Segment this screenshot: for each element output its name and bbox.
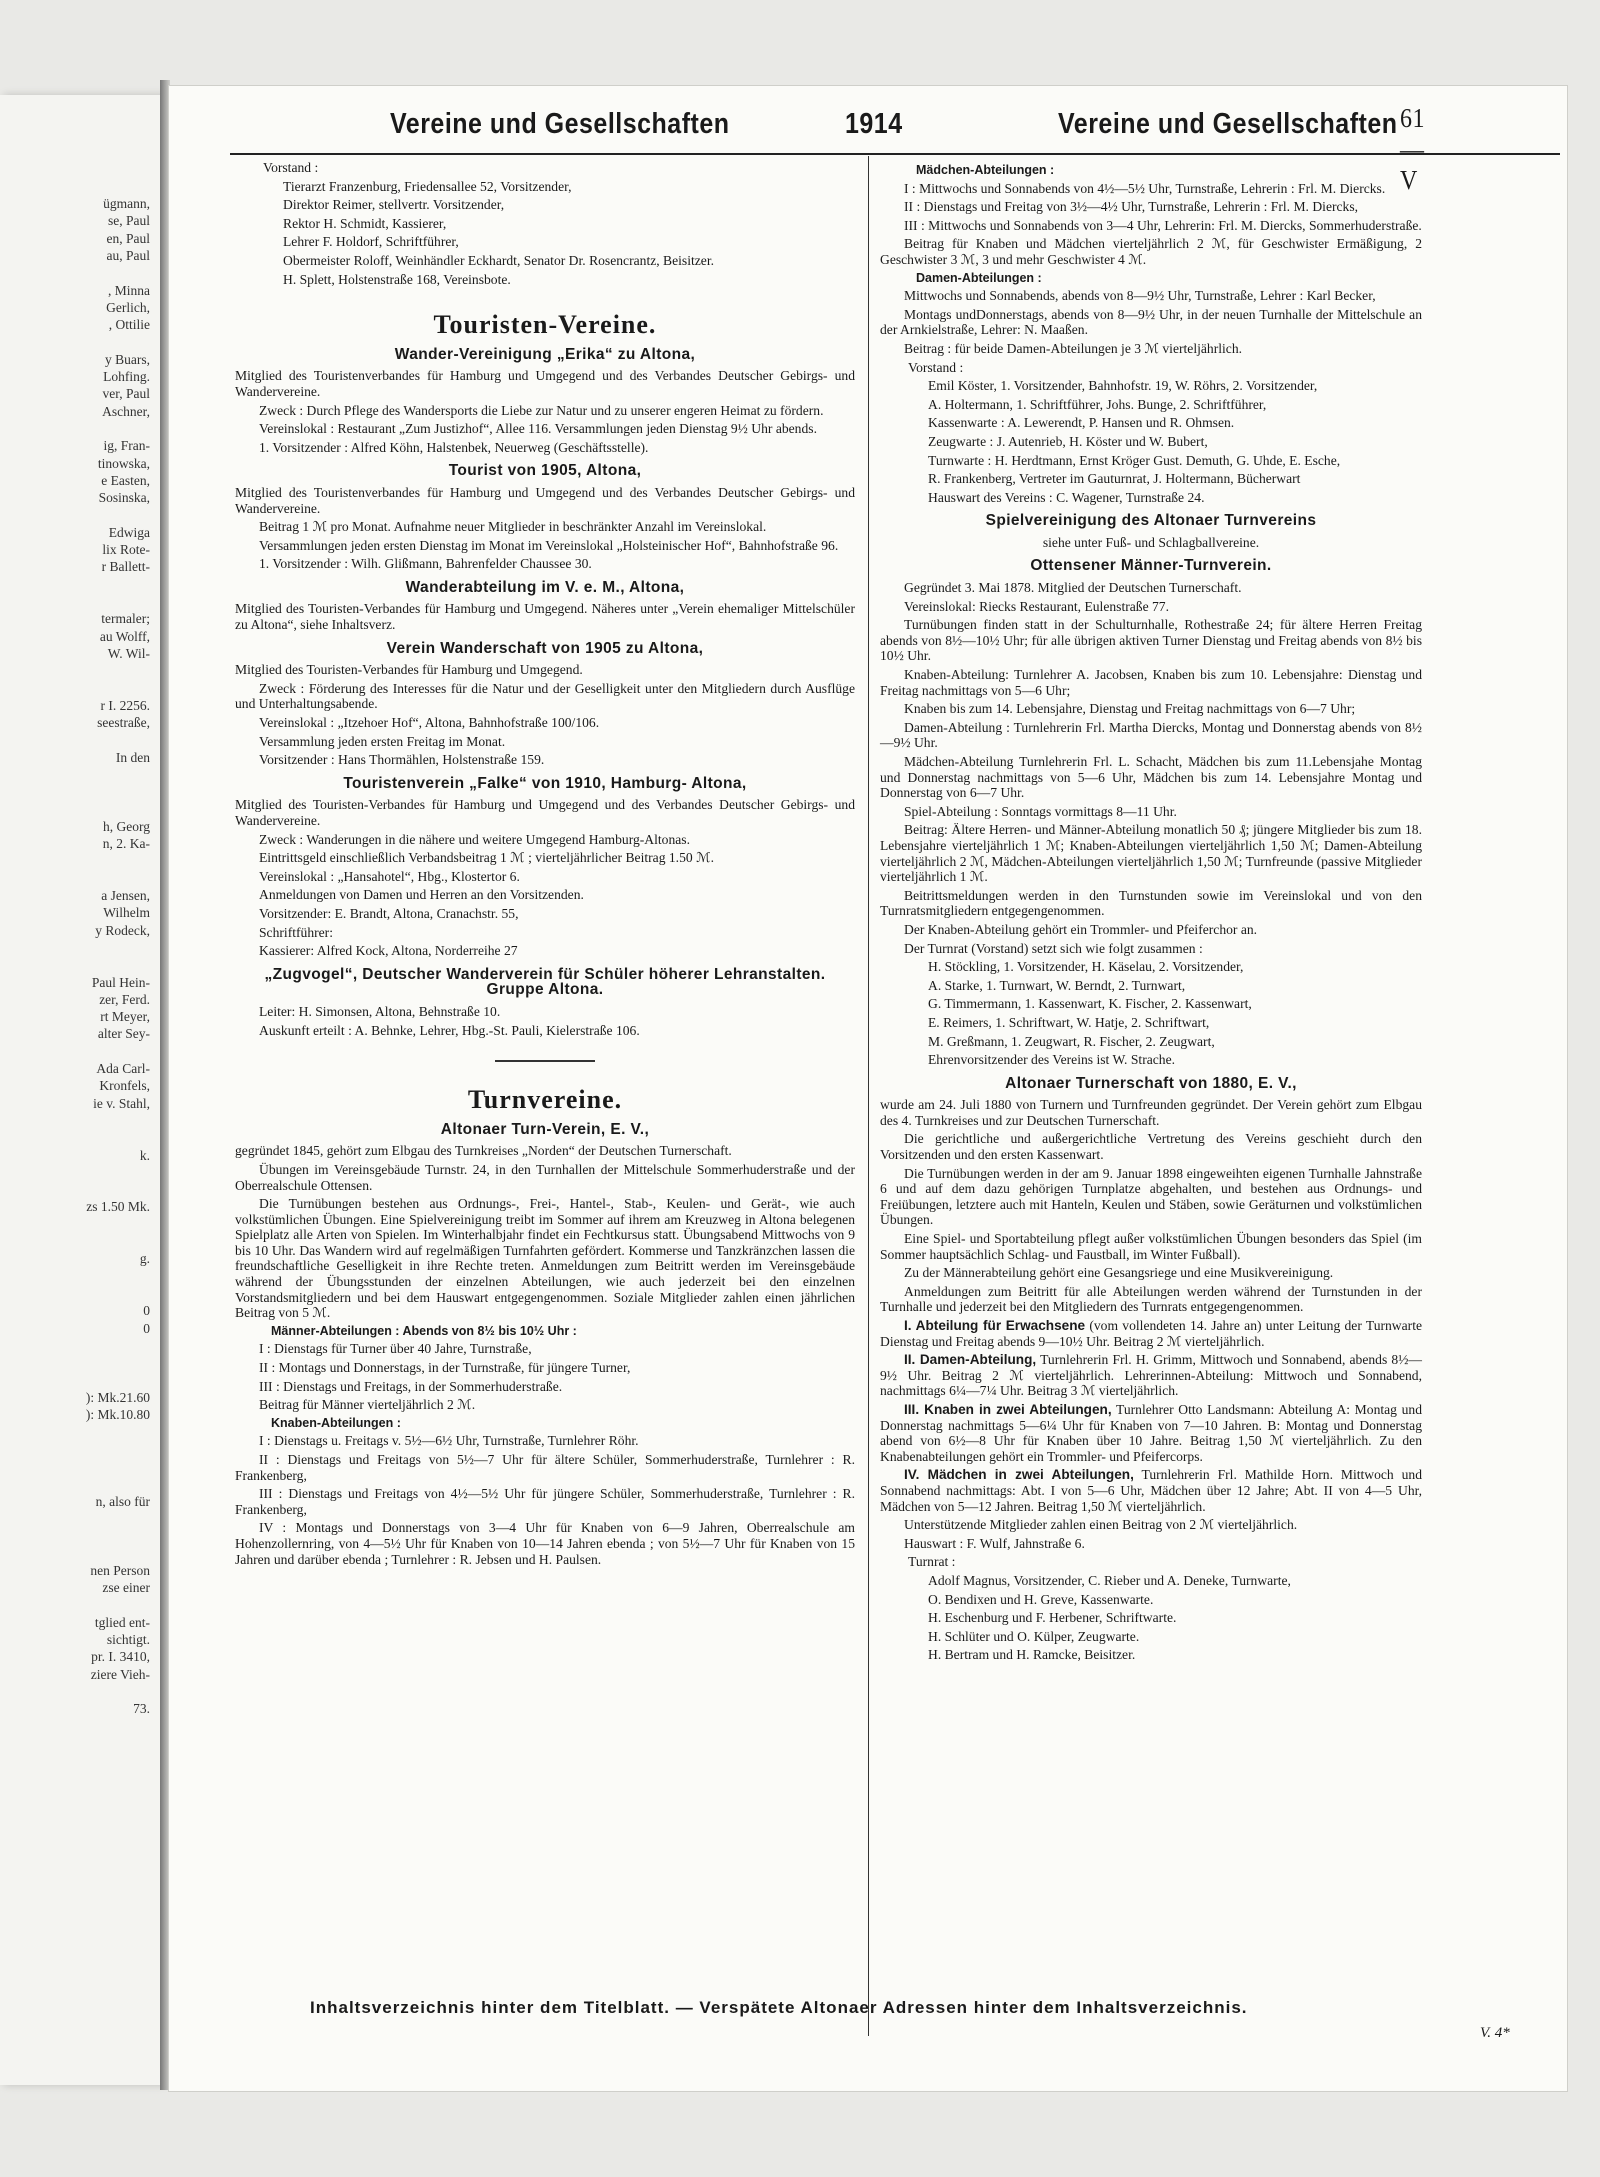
signature-mark: V. 4* [1480, 2025, 1510, 2041]
subheading-maedchen: Mädchen-Abteilungen : [916, 163, 1055, 177]
paragraph: Übungen im Vereinsgebäude Turnstr. 24, in den Turnhallen der Mittelschule Sommerhuderstraße und der Oberrealschule Ottensen. [235, 1161, 855, 1193]
adjacent-page-text: ügmann, [103, 196, 150, 211]
club-title-erika: Wander-Vereinigung „Erika“ zu Altona, [394, 345, 696, 363]
adjacent-page-text: e Easten, [101, 472, 150, 488]
adjacent-page-text: rt Meyer, [100, 1009, 150, 1025]
text-line: M. Greßmann, 1. Zeugwart, R. Fischer, 2. Zeugwart, [928, 1033, 1215, 1049]
abteilung-label: II. Damen-Abteilung, [904, 1352, 1037, 1368]
adjacent-page-text: h, Georg [103, 818, 150, 834]
paragraph: Hauswart : F. Wulf, Jahnstraße 6. [904, 1535, 1085, 1551]
paragraph: I : Mittwochs und Sonnabends von 4½—5½ Uhr, Turnstraße, Lehrerin : Frl. M. Diercks. [904, 180, 1386, 196]
paragraph: Mittwochs und Sonnabends, abends von 8—9½ Uhr, Turnstraße, Lehrer : Karl Becker, [904, 288, 1376, 304]
adjacent-page-text: au, Paul [106, 247, 150, 263]
paragraph: wurde am 24. Juli 1880 von Turnern und Turnfreunden gegründet. Der Verein gehört zum Elbgau des 4. Turnkreises und zur Deutschen Turnerschaft. [880, 1097, 1422, 1128]
paragraph: Vereinslokal : „Hansahotel“, Hbg., Klostertor 6. [259, 868, 520, 884]
paragraph: Mitglied des Touristen-Verbandes für Hamburg und Umgegend und des Verbandes Deutscher Gebirgs- und Wandervereine. [235, 797, 855, 828]
paragraph: Beitrag für Knaben und Mädchen vierteljährlich 2 ℳ, für Geschwister Ermäßigung, 2 Geschwister 3 ℳ, 3 und mehr Geschwister 4 ℳ. [880, 236, 1422, 267]
paragraph: Anmeldungen von Damen und Herren an den Vorsitzenden. [259, 887, 584, 903]
adjacent-page-text: W. Wil- [107, 645, 150, 661]
text-line: Ehrenvorsitzender des Vereins ist W. Strache. [928, 1052, 1176, 1068]
text-line: H. Eschenburg und F. Herbener, Schriftwarte. [928, 1610, 1177, 1626]
abteilung-label: III. Knaben in zwei Abteilungen, [904, 1401, 1112, 1417]
paragraph: Anmeldungen zum Beitritt für alle Abteilungen werden während der Turnstunden in der Turnhalle und jederzeit bei den Mitgliedern des Turnrats entgegengenommen. [880, 1283, 1422, 1315]
adjacent-page-text: tglied ent- [94, 1614, 150, 1630]
adjacent-page-text: Lohfing. [103, 369, 150, 384]
paragraph: Gegründet 3. Mai 1878. Mitglied der Deutschen Turnerschaft. [904, 580, 1242, 596]
paragraph: II : Dienstags und Freitags von 5½—7 Uhr für ältere Schüler, Sommerhuderstraße, Turnlehrer : R. Frankenberg, [235, 1452, 855, 1483]
club-title-altonaer-turnerschaft: Altonaer Turnerschaft von 1880, E. V., [1005, 1074, 1297, 1092]
adjacent-page-text: pr. I. 3410, [91, 1649, 150, 1665]
adjacent-page-text: ): Mk.21.60 [85, 1389, 150, 1405]
column-divider [868, 156, 869, 2036]
paragraph: Die Turnübungen bestehen aus Ordnungs-, Frei-, Hantel-, Stab-, Keulen- und Gerät-, wie auch volkstümlichen Übungen. Eine Spielvereinigung treibt im Sommer auf ihrem am Kreuzweg in Altona belegenen Spielplatz alle Arten von Spielen. Im Winterhalbjahr findet ein Fechtkursus statt. Übungsabend Mittwochs von 9 bis 10 Uhr. Das Wandern wird auf regelmäßigen Turnfahrten gefördert. Kommerse und Tanzkränzchen lassen die freundschaftliche Geselligkeit in ihre Rechte treten. Anmeldungen zum Beitritt werden im Vereinsgebäude während der Übungsstunden der einzelnen Abteilungen, wie auch jederzeit bei den einzelnen Vorstandsmitgliedern und bei dem Hauswart entgegengenommen. Soziale Mitglieder zahlen einen jährlichen Beitrag von 5 ℳ. [235, 1196, 855, 1321]
adjacent-page-text: 0 [143, 1303, 150, 1319]
subheading-maenner: Männer-Abteilungen : Abends von 8½ bis 10½ Uhr : [271, 1323, 577, 1338]
text-line: H. Splett, Holstenstraße 168, Vereinsbote. [283, 271, 511, 287]
header-left-title: Vereine und Gesellschaften [390, 107, 730, 141]
paragraph: Versammlungen jeden ersten Dienstag im Monat im Vereinslokal „Holsteinischer Hof“, Bahnhofstraße 96. [259, 537, 839, 553]
paragraph: 1. Vorsitzender : Alfred Köhn, Halstenbek, Neuerweg (Geschäftsstelle). [259, 439, 649, 455]
text-line: H. Schlüter und O. Külper, Zeugwarte. [928, 1628, 1140, 1644]
adjacent-page-text: Ada Carl- [96, 1061, 150, 1076]
paragraph: Spiel-Abteilung : Sonntags vormittags 8—11 Uhr. [904, 803, 1177, 819]
paragraph: Zu der Männerabteilung gehört eine Gesangsriege und eine Musikvereinigung. [904, 1265, 1334, 1281]
abteilung-text: (vom vollendeten 14. Jahre an) unter Leitung der Turnwarte Dienstag und Freitag abends 9—10½ Uhr. Beitrag 2 ℳ vierteljährlich. [880, 1318, 1422, 1349]
adjacent-page-text: ie v. Stahl, [93, 1095, 150, 1111]
adjacent-page-text: seestraße, [97, 715, 150, 730]
adjacent-page-text: zs 1.50 Mk. [86, 1199, 150, 1215]
adjacent-page-text: alter Sey- [97, 1026, 150, 1042]
paragraph: Die gerichtliche und außergerichtliche Vertretung des Vereins geschieht durch den Vorsitzenden und den ersten Kassenwart. [880, 1131, 1422, 1163]
text-line: A. Holtermann, 1. Schriftführer, Johs. Bunge, 2. Schriftführer, [928, 396, 1267, 412]
club-title-wanderabteilung: Wanderabteilung im V. e. M., Altona, [405, 578, 685, 596]
text-line: Direktor Reimer, stellvertr. Vorsitzender, [283, 197, 505, 213]
adjacent-page-text: Paul Hein- [91, 974, 150, 990]
adjacent-page-text: y Rodeck, [95, 922, 150, 938]
adjacent-page-text: n, also für [95, 1493, 150, 1509]
abteilung-text: Turnlehrer Otto Landsmann: Abteilung A: Montag und Donnerstag nachmittags 5—6¼ Uhr für Knaben von 7—10 Jahren. B: Montag und Donnerstag abend von 6½—8 Uhr für Knaben über 10 Jahre. Beitrag 1,50 ℳ vierteljährlich. Zu den Knabenabteilungen gehört ein Trommler- und Pfeifercorps. [880, 1401, 1423, 1464]
adjacent-page-text: Aschner, [102, 403, 150, 419]
section-divider-rule [495, 1060, 595, 1062]
left-column [235, 160, 855, 1570]
paragraph: Eintrittsgeld einschließlich Verbandsbeitrag 1 ℳ ; vierteljährlicher Beitrag 1.50 ℳ. [259, 850, 715, 866]
paragraph: I : Dienstags u. Freitags v. 5½—6½ Uhr, Turnstraße, Turnlehrer Röhr. [259, 1433, 639, 1449]
text-line: H. Bertram und H. Ramcke, Beisitzer. [928, 1647, 1136, 1663]
paragraph: Vorsitzender: E. Brandt, Altona, Cranachstr. 55, [259, 905, 519, 921]
paragraph: Mitglied des Touristenverbandes für Hamburg und Umgegend und des Verbandes Deutscher Gebirgs- und Wandervereine. [235, 368, 855, 399]
text-line: R. Frankenberg, Vertreter im Gauturnrat, J. Holtermann, Bücherwart [928, 471, 1301, 487]
adjacent-page-text: r I. 2256. [100, 697, 150, 713]
header-page-number: 61—V [1400, 103, 1425, 196]
paragraph: Vereinslokal : „Itzehoer Hof“, Altona, Bahnhofstraße 100/106. [259, 715, 600, 731]
adjacent-page-text: , Ottilie [108, 317, 150, 333]
paragraph: II : Dienstags und Freitag von 3½—4½ Uhr, Turnstraße, Lehrerin : Frl. M. Diercks, [904, 199, 1359, 215]
adjacent-page-text: r Ballett- [101, 559, 150, 575]
paragraph: Beitrag für Männer vierteljährlich 2 ℳ. [259, 1397, 476, 1413]
paragraph: Der Knaben-Abteilung gehört ein Trommler- und Pfeiferchor an. [904, 921, 1258, 937]
text-line: E. Reimers, 1. Schriftwart, W. Hatje, 2. Schriftwart, [928, 1014, 1210, 1030]
footer-notice: Inhaltsverzeichnis hinter dem Titelblatt. — Verspätete Altonaer Adressen hinter dem Inhaltsverzeichnis. [310, 1998, 1248, 2017]
paragraph: Mitglied des Touristen-Verbandes für Hamburg und Umgegend. Näheres unter „Verein ehemaliger Mittelschüler zu Altona“, siehe Inhaltsverz. [235, 601, 855, 633]
adjacent-page-text: Sosinska, [98, 490, 150, 506]
adjacent-page-text: sichtigt. [106, 1631, 150, 1647]
paragraph: Mitglied des Touristen-Verbandes für Hamburg und Umgegend. [235, 662, 583, 678]
paragraph: Montags undDonnerstags, abends von 8—9½ Uhr, in der neuen Turnhalle der Mittelschule an der Arnkielstraße, Lehrer: N. Maaßen. [880, 306, 1422, 338]
paragraph: Zweck : Durch Pflege des Wandersports die Liebe zur Natur und zu unserer engeren Heimat zu fördern. [259, 402, 824, 418]
club-title-zugvogel: „Zugvogel“, Deutscher Wanderverein für Schüler höherer Lehranstalten. Gruppe Altona. [264, 965, 826, 999]
adjacent-page-text: Kronfels, [99, 1078, 150, 1094]
text-line: Hauswart des Vereins : C. Wagener, Turnstraße 24. [928, 489, 1205, 505]
section-title-turnvereine: Turnvereine. [467, 1085, 623, 1115]
adjacent-page-text: tinowska, [97, 455, 150, 471]
text-line: Vorstand : [263, 160, 319, 175]
paragraph: Zweck : Wanderungen in die nähere und weitere Umgegend Hamburg-Altonas. [259, 831, 690, 847]
text-line: Vorstand : [908, 359, 964, 375]
adjacent-page-text: , Minna [108, 282, 150, 298]
paragraph: Beitrag : für beide Damen-Abteilungen je 3 ℳ vierteljährlich. [904, 340, 1243, 356]
paragraph: III : Dienstags und Freitags, in der Sommerhuderstraße. [259, 1378, 563, 1394]
abteilung-entry [880, 1318, 1422, 1349]
abteilung-text: Turnlehrerin Frl. H. Grimm, Mittwoch und Sonnabend, abends 8½—9½ Uhr. Beitrag 2 ℳ vierteljährlich. Lehrerinnen-Abteilung: Mittwoch und Sonnabend, nachmittags 6¼—7¼ Uhr. Beitrag 3 ℳ vierteljährlich. [880, 1352, 1422, 1399]
paragraph: Auskunft erteilt : A. Behnke, Lehrer, Hbg.-St. Pauli, Kielerstraße 106. [259, 1022, 640, 1038]
paragraph: Vereinslokal : Restaurant „Zum Justizhof“, Allee 116. Versammlungen jeden Dienstag 9½ Uhr abends. [259, 421, 817, 437]
text-line: O. Bendixen und H. Greve, Kassenwarte. [928, 1591, 1154, 1607]
paragraph: Leiter: H. Simonsen, Altona, Behnstraße 10. [259, 1003, 501, 1019]
club-title-wanderschaft: Verein Wanderschaft von 1905 zu Altona, [386, 639, 704, 657]
vorstand-block [235, 160, 855, 287]
text-line: Turnrat : [908, 1554, 956, 1570]
paragraph: Schriftführer: [259, 924, 333, 940]
adjacent-page-text: ver, Paul [102, 386, 150, 402]
adjacent-page-text: n, 2. Ka- [102, 836, 150, 852]
adjacent-page-text: termaler; [101, 611, 150, 627]
paragraph: III : Mittwochs und Sonnabends von 3—4 Uhr, Lehrerin: Frl. M. Diercks, Sommerhuderstraße. [904, 217, 1422, 233]
text-line: Kassenwarte : A. Lewerendt, P. Hansen und R. Ohmsen. [928, 415, 1235, 431]
club-title-tourist-1905: Tourist von 1905, Altona, [448, 462, 642, 480]
text-line: Tierarzt Franzenburg, Friedensallee 52, Vorsitzender, [283, 178, 572, 194]
paragraph: Beitrittsmeldungen werden in den Turnstunden sowie im Vereinslokal und von den Turnratsmitgliedern entgegengenommen. [880, 887, 1422, 919]
text-line: Obermeister Roloff, Weinhändler Eckhardt, Senator Dr. Rosencrantz, Beisitzer. [283, 252, 715, 268]
paragraph: Beitrag 1 ℳ pro Monat. Aufnahme neuer Mitglieder in beschränkter Anzahl im Vereinslokal. [259, 519, 767, 535]
paragraph: gegründet 1845, gehört zum Elbgau des Turnkreises „Norden“ der Deutschen Turnerschaft. [235, 1143, 732, 1159]
adjacent-page-text: ig, Fran- [103, 438, 150, 454]
paragraph: Knaben-Abteilung: Turnlehrer A. Jacobsen, Knaben bis zum 10. Lebensjahre: Dienstag und Freitag nachmittags von 5—6 Uhr; [880, 667, 1422, 698]
abteilung-label: I. Abteilung für Erwachsene [904, 1318, 1086, 1333]
paragraph: Beitrag: Ältere Herren- und Männer-Abteilung monatlich 50 ₰; jüngere Mitglieder bis zum 18. Lebensjahre vierteljährlich 1 ℳ; Knaben-Abteilungen vierteljährlich 1,50 ℳ; Damen-Abteilung vierteljährlich 2 ℳ, Mädchen-Abteilungen vierteljährlich 1,50 ℳ; Turnfreunde (passive Mitglieder vierteljährlich 1 ℳ. [880, 822, 1422, 885]
abteilung-entry [880, 1352, 1422, 1399]
adjacent-page-text: se, Paul [108, 213, 150, 229]
adjacent-page-text: zse einer [102, 1580, 150, 1595]
abteilung-entry [880, 1402, 1422, 1464]
paragraph: Vorsitzender : Hans Thormählen, Holstenstraße 159. [259, 752, 545, 768]
text-line: Turnwarte : H. Herdtmann, Ernst Kröger Gust. Demuth, G. Uhde, E. Esche, [928, 452, 1341, 468]
paragraph: Die Turnübungen werden in der am 9. Januar 1898 eingeweihten eigenen Turnhalle Jahnstraße 6 und auf dem dazu gehörigen Turnplatze abgehalten, und bestehen aus Ordnungs- und Freiübungen, letztere auch mit Hanteln, Keulen und Stäben, sowie Geräturnen und volkstümlichen Übungen. [880, 1165, 1422, 1228]
adjacent-page-text: g. [139, 1251, 150, 1267]
header-year: 1914 [845, 107, 903, 141]
paragraph: Knaben bis zum 14. Lebensjahre, Dienstag und Freitag nachmittags von 6—7 Uhr; [904, 701, 1356, 717]
paragraph: Unterstützende Mitglieder zahlen einen Beitrag von 2 ℳ vierteljährlich. [904, 1517, 1298, 1533]
section-title-touristen: Touristen-Vereine. [433, 310, 657, 340]
paragraph: I : Dienstags für Turner über 40 Jahre, Turnstraße, [259, 1341, 532, 1357]
right-column [880, 160, 1422, 1666]
text-line: A. Starke, 1. Turnwart, W. Berndt, 2. Turnwart, [928, 977, 1186, 993]
paragraph: Vereinslokal: Riecks Restaurant, Eulenstraße 77. [904, 598, 1170, 614]
header-right-title: Vereine und Gesellschaften [1058, 107, 1398, 141]
paragraph: II : Montags und Donnerstags, in der Turnstraße, für jüngere Turner, [259, 1360, 631, 1376]
abteilung-text: Turnlehrerin Frl. Mathilde Horn. Mittwoch und Sonnabend nachmittags: Abt. I von 5—6 Uhr, Mädchen über 12 Jahre; Abt. II von 4—5 Uhr, Mädchen von 5—12 Jahren. Beitrag 1,50 ℳ vierteljährlich. [880, 1467, 1422, 1514]
paragraph: Kassierer: Alfred Kock, Altona, Norderreihe 27 [259, 943, 518, 959]
adjacent-page-text: Wilhelm [103, 905, 150, 921]
paragraph: Eine Spiel- und Sportabteilung pflegt außer volkstümlichen Übungen besonders das Spiel (im Sommer hauptsächlich Schlag- und Faustball, im Winter Fußball). [880, 1231, 1422, 1262]
paragraph: Versammlung jeden ersten Freitag im Monat. [259, 733, 506, 749]
header-rule [230, 153, 1560, 155]
paragraph: 1. Vorsitzender : Wilh. Glißmann, Bahrenfelder Chaussee 30. [259, 556, 592, 572]
text-line: Lehrer F. Holdorf, Schriftführer, [283, 234, 459, 250]
club-title-ottensener: Ottensener Männer-Turnverein. [1030, 557, 1272, 575]
adjacent-page-edge [0, 95, 163, 2085]
adjacent-page-text: nen Person [90, 1562, 150, 1578]
adjacent-page-text: ziere Vieh- [90, 1666, 150, 1682]
paragraph: Turnübungen finden statt in der Schulturnhalle, Rothestraße 24; für ältere Herren Freitag abends von 8½—10½ Uhr; für alle übrigen aktiven Turner Dienstag und Freitag abends von 8½ bis 10½ Uhr. [880, 617, 1422, 664]
club-title-falke: Touristenverein „Falke“ von 1910, Hamburg- Altona, [343, 774, 747, 792]
adjacent-page-text: k. [139, 1147, 150, 1163]
adjacent-page-text: au Wolff, [99, 628, 150, 644]
paragraph: Mitglied des Touristenverbandes für Hamburg und Umgegend und des Verbandes Deutscher Gebirgs- und Wandervereine. [235, 484, 855, 516]
paragraph: Der Turnrat (Vorstand) setzt sich wie folgt zusammen : [904, 940, 1203, 956]
subheading-damen: Damen-Abteilungen : [916, 270, 1042, 285]
text-line: G. Timmermann, 1. Kassenwart, K. Fischer, 2. Kassenwart, [928, 996, 1252, 1012]
adjacent-page-text: 73. [133, 1701, 150, 1717]
adjacent-page-text: In den [115, 749, 150, 765]
adjacent-page-text: a Jensen, [101, 888, 150, 903]
adjacent-page-text: y Buars, [105, 351, 150, 367]
paragraph: Damen-Abteilung : Turnlehrerin Frl. Martha Diercks, Montag und Donnerstag abends von 8½—9½ Uhr. [880, 719, 1422, 751]
abteilung-entry [880, 1467, 1422, 1514]
text-line: Adolf Magnus, Vorsitzender, C. Rieber und A. Deneke, Turnwarte, [928, 1572, 1291, 1588]
club-title-spielvereinigung: Spielvereinigung des Altonaer Turnvereins [985, 512, 1317, 530]
abteilung-label: IV. Mädchen in zwei Abteilungen, [904, 1467, 1134, 1483]
adjacent-page-text: en, Paul [106, 230, 150, 246]
text-line: Rektor H. Schmidt, Kassierer, [283, 215, 447, 231]
adjacent-page-text: zer, Ferd. [99, 991, 150, 1007]
adjacent-page-text: ): Mk.10.80 [85, 1407, 150, 1422]
adjacent-page-text: 0 [143, 1320, 150, 1336]
subheading-knaben: Knaben-Abteilungen : [271, 1415, 401, 1430]
adjacent-page-text: Edwiga [108, 524, 150, 540]
paragraph: siehe unter Fuß- und Schlagballvereine. [1042, 534, 1260, 550]
text-line: Zeugwarte : J. Autenrieb, H. Köster und W. Bubert, [928, 433, 1208, 449]
text-line: H. Stöckling, 1. Vorsitzender, H. Käselau, 2. Vorsitzender, [928, 959, 1244, 975]
paragraph: III : Dienstags und Freitags von 4½—5½ Uhr für jüngere Schüler, Sommerhuderstraße, Turnlehrer : R. Frankenberg, [235, 1486, 855, 1517]
club-title-altonaer-turn-verein: Altonaer Turn-Verein, E. V., [440, 1120, 650, 1138]
paragraph: Zweck : Förderung des Interesses für die Natur und der Geselligkeit unter den Mitgliedern durch Ausflüge und Unterhaltungsabende. [235, 680, 855, 712]
paragraph: Mädchen-Abteilung Turnlehrerin Frl. L. Schacht, Mädchen bis zum 11.Lebensjahe Montag und Donnerstag nachmittags von 5—6 Uhr, Mädchen bis zum 14. Lebensjahre Montag und Donnerstag von 6—7 Uhr. [880, 754, 1422, 801]
adjacent-page-text: Gerlich, [106, 299, 150, 315]
adjacent-page-text: lix Rote- [102, 542, 150, 557]
paragraph: IV : Montags und Donnerstags von 3—4 Uhr für Knaben von 6—9 Jahren, Oberrealschule am Hohenzollernring, von 4—5½ Uhr für Knaben von 10—14 Jahren ebenda ; von 5½—7 Uhr für Knaben von 15 Jahren und darüber ebenda ; Turnlehrer : R. Jebsen und H. Paulsen. [235, 1520, 855, 1567]
text-line: Emil Köster, 1. Vorsitzender, Bahnhofstr. 19, W. Röhrs, 2. Vorsitzender, [928, 378, 1318, 394]
